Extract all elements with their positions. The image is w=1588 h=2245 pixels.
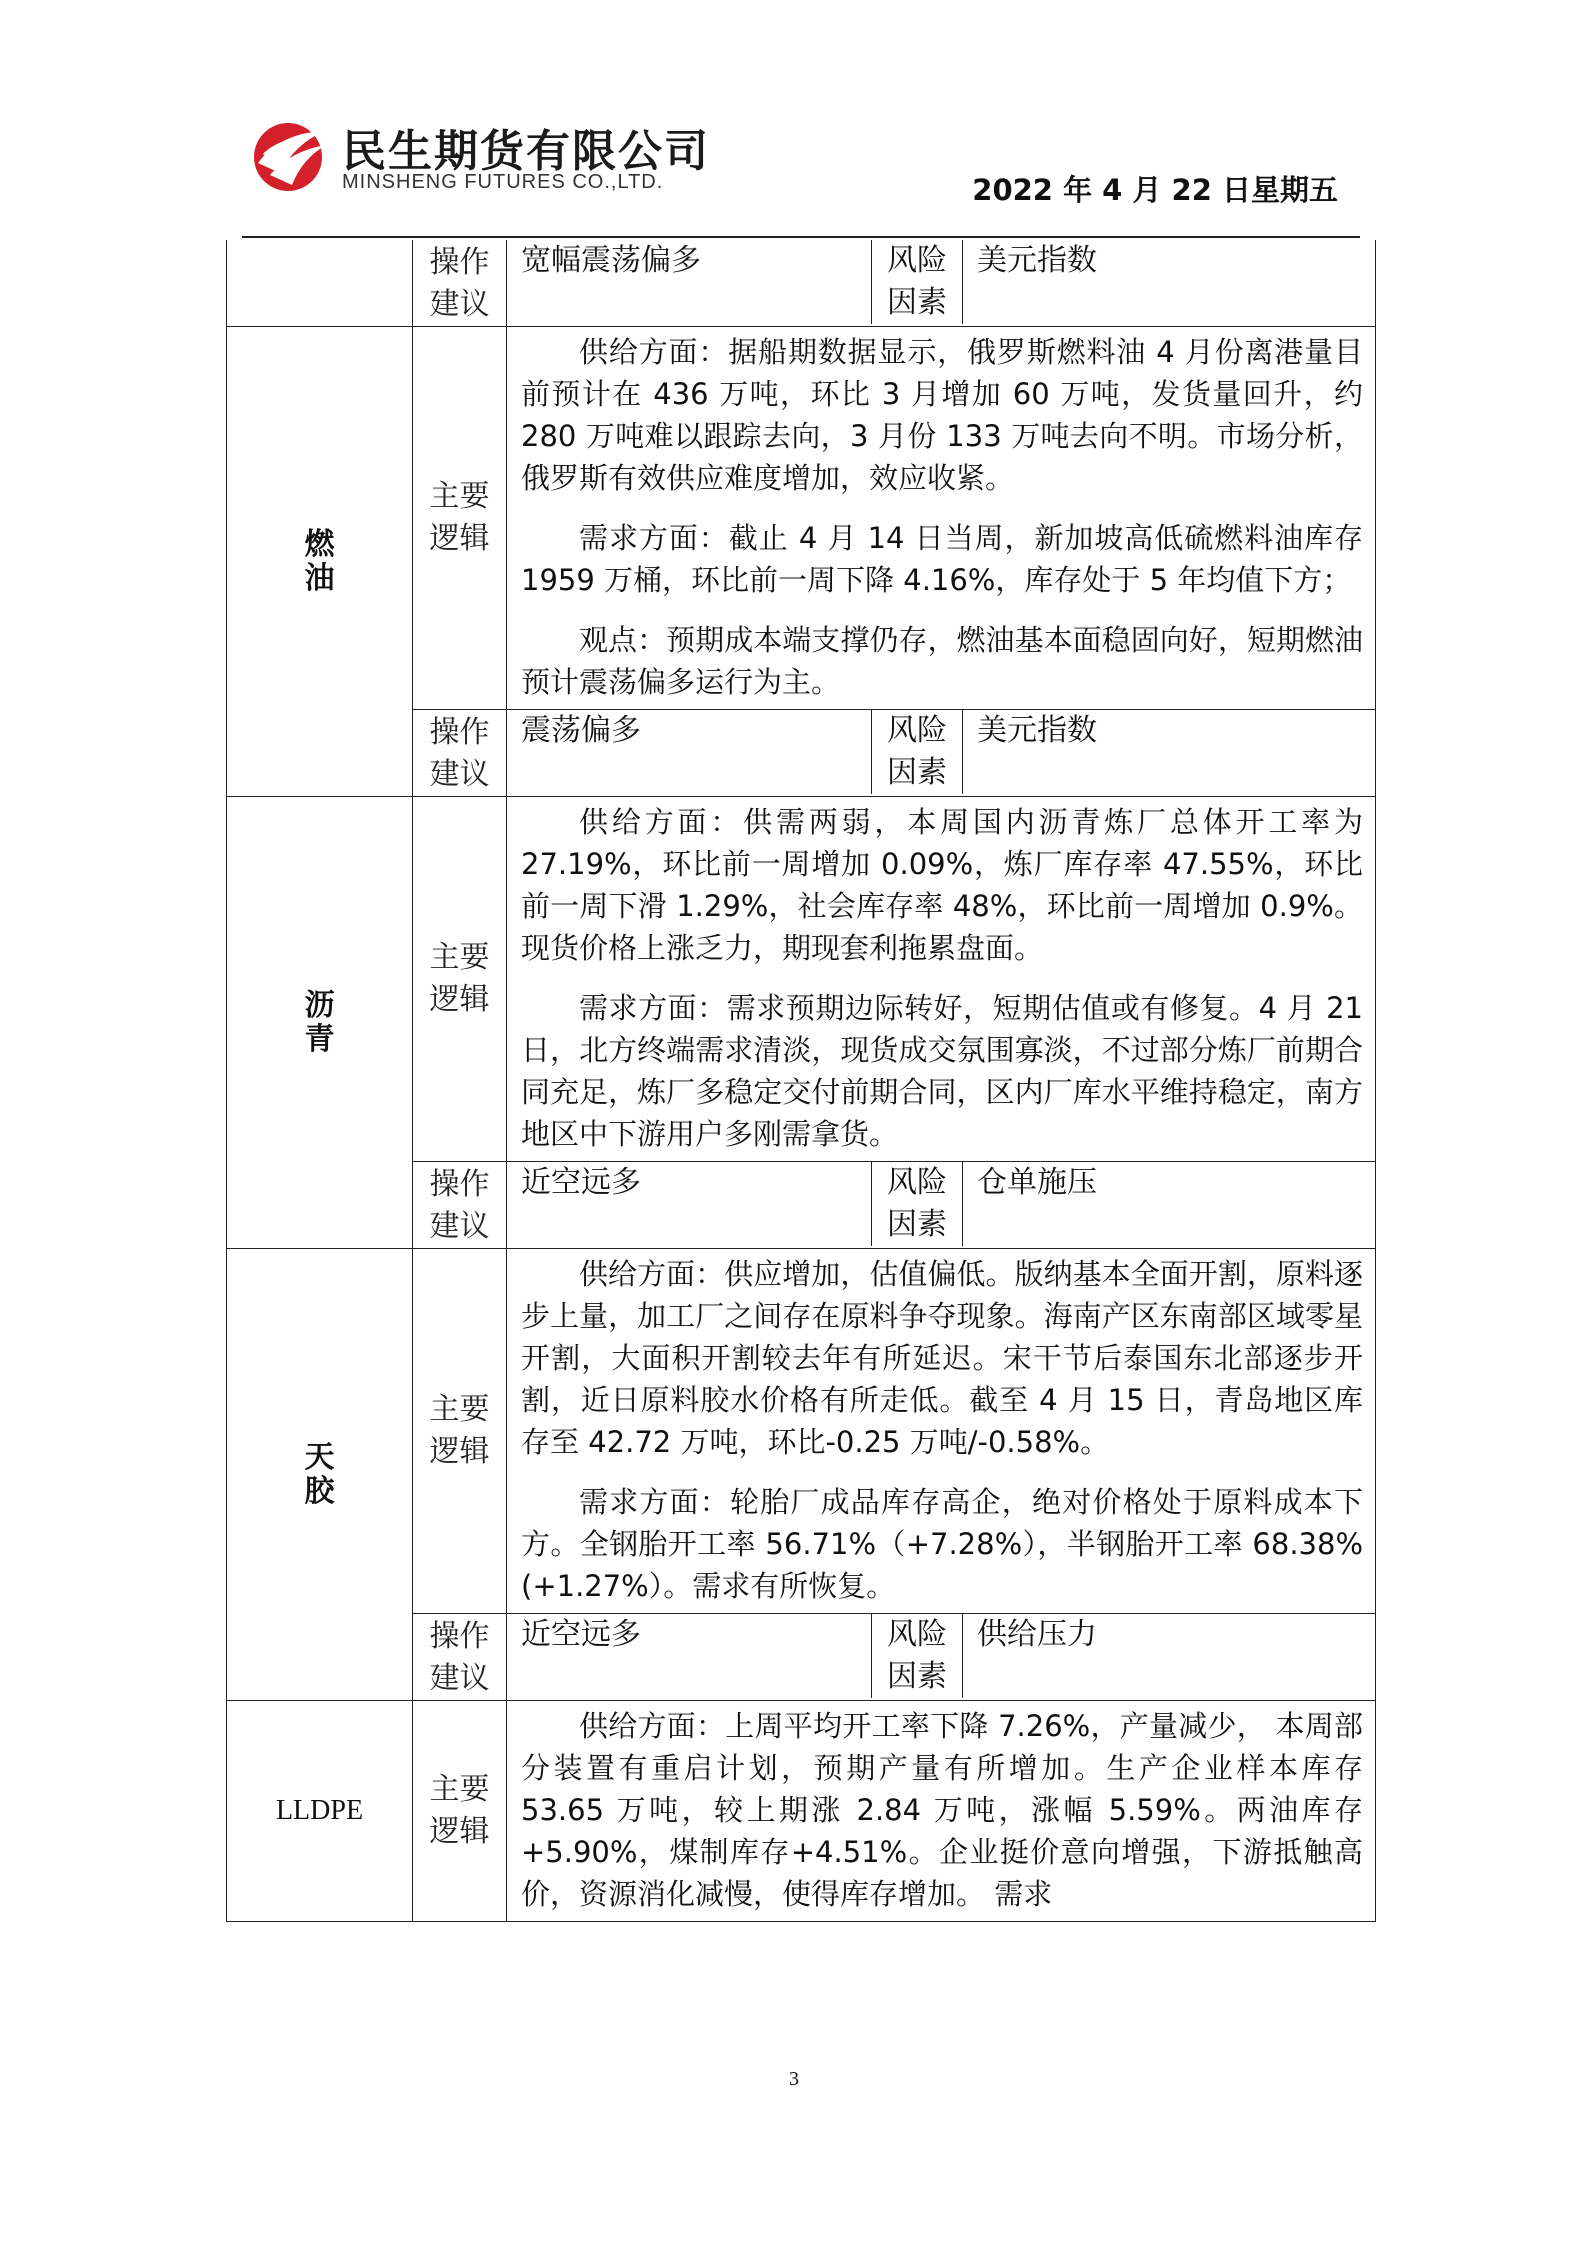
main-logic-text bbox=[507, 1701, 1376, 1922]
logic-paragraph: 需求方面：轮胎厂成品库存高企，绝对价格处于原料成本下方。全钢胎开工率 56.71%（+7.28%），半钢胎开工率 68.38%(+1.27%）。需求有所恢复。 bbox=[521, 1485, 1363, 1603]
logic-paragraph: 供给方面：供应增加，估值偏低。版纳基本全面开割，原料逐步上量，加工厂之间存在原料争夺现象。海南产区东南部区域零星开割，大面积开割较去年有所延迟。宋干节后泰国东北部逐步开割，近日原料胶水价格有所走低。截至 4 月 15 日，青岛地区库存至 42.72 万吨，环比-0.25 万吨/-0.58%。 bbox=[521, 1257, 1363, 1459]
risk-value: 供给压力 bbox=[963, 1614, 1376, 1698]
main-logic-text bbox=[507, 1249, 1376, 1614]
company-name-cn: 民生期货有限公司 bbox=[342, 126, 710, 177]
page-number: 3 bbox=[789, 2068, 799, 2090]
empty-name-cell bbox=[227, 240, 413, 327]
risk-value: 仓单施压 bbox=[963, 1162, 1376, 1246]
main-logic-text bbox=[507, 797, 1376, 1162]
logic-paragraph: 供给方面：上周平均开工率下降 7.26%，产量减少， 本周部分装置有重启计划，预期产量有所增加。生产企业样本库存 53.65 万吨，较上期涨 2.84 万吨，涨幅 5.59%。两油库存+5.90%，煤制库存+4.51%。企业挺价意向增强，下游抵触高价，资源消化减慢，使得库存增加。 需求 bbox=[521, 1709, 1363, 1911]
main-logic-label: 主要 逻辑 bbox=[413, 1249, 507, 1614]
commodity-name-rubber: 天 胶 bbox=[227, 1249, 413, 1701]
company-name-en: MINSHENG FUTURES CO.,LTD. bbox=[342, 171, 664, 193]
operation-advice: 近空远多 bbox=[521, 1165, 641, 1200]
logic-paragraph: 观点：预期成本端支撑仍存，燃油基本面稳固向好，短期燃油预计震荡偏多运行为主。 bbox=[521, 623, 1363, 699]
risk-label: 风险 因素 bbox=[872, 240, 963, 324]
operation-cell bbox=[507, 1162, 1376, 1249]
operation-cell bbox=[507, 240, 1376, 327]
table-row bbox=[227, 797, 1376, 1162]
logic-paragraph: 需求方面：截止 4 月 14 日当周，新加坡高低硫燃料油库存 1959 万桶，环比前一周下降 4.16%，库存处于 5 年均值下方； bbox=[521, 521, 1363, 597]
operation-advice: 宽幅震荡偏多 bbox=[521, 243, 701, 278]
logic-paragraph: 供给方面：据船期数据显示，俄罗斯燃料油 4 月份离港量目前预计在 436 万吨，环比 3 月增加 60 万吨，发货量回升，约 280 万吨难以跟踪去向，3 月份 133 万吨去向不明。市场分析，俄罗斯有效供应难度增加，效应收紧。 bbox=[521, 335, 1363, 495]
commodity-name-lldpe: LLDPE bbox=[227, 1701, 413, 1922]
report-date: 2022 年 4 月 22 日星期五 bbox=[972, 173, 1338, 207]
company-logo bbox=[250, 115, 730, 195]
table-row bbox=[227, 1701, 1376, 1922]
operation-advice: 近空远多 bbox=[521, 1617, 641, 1652]
commodity-table bbox=[226, 240, 1376, 1922]
risk-label: 风险 因素 bbox=[872, 710, 963, 794]
main-logic-label: 主要 逻辑 bbox=[413, 327, 507, 710]
commodity-name-fuel-oil: 燃 油 bbox=[227, 327, 413, 797]
header-divider bbox=[242, 236, 1360, 238]
operation-label: 操作 建议 bbox=[413, 1162, 507, 1249]
risk-label: 风险 因素 bbox=[872, 1162, 963, 1246]
page-header bbox=[0, 0, 1588, 240]
minsheng-logo-icon bbox=[250, 115, 330, 195]
risk-label: 风险 因素 bbox=[872, 1614, 963, 1698]
risk-value: 美元指数 bbox=[963, 240, 1376, 324]
logic-paragraph: 供给方面：供需两弱，本周国内沥青炼厂总体开工率为 27.19%，环比前一周增加 0.09%，炼厂库存率 47.55%，环比前一周下滑 1.29%，社会库存率 48%，环比前一周增加 0.9%。现货价格上涨乏力，期现套利拖累盘面。 bbox=[521, 805, 1363, 965]
main-logic-text bbox=[507, 327, 1376, 710]
main-logic-label: 主要 逻辑 bbox=[413, 797, 507, 1162]
logic-paragraph: 需求方面：需求预期边际转好，短期估值或有修复。4 月 21 日，北方终端需求清淡，现货成交氛围寡淡，不过部分炼厂前期合同充足，炼厂多稳定交付前期合同，区内厂库水平维持稳定，南方地区中下游用户多刚需拿货。 bbox=[521, 991, 1363, 1151]
table-row bbox=[227, 327, 1376, 710]
operation-advice: 震荡偏多 bbox=[521, 713, 641, 748]
operation-cell bbox=[507, 710, 1376, 797]
commodity-name-asphalt: 沥 青 bbox=[227, 797, 413, 1249]
operation-label: 操作 建议 bbox=[413, 240, 507, 327]
risk-value: 美元指数 bbox=[963, 710, 1376, 794]
operation-label: 操作 建议 bbox=[413, 1614, 507, 1701]
operation-label: 操作 建议 bbox=[413, 710, 507, 797]
table-row bbox=[227, 1249, 1376, 1614]
main-logic-label: 主要 逻辑 bbox=[413, 1701, 507, 1922]
table-row bbox=[227, 240, 1376, 327]
operation-cell bbox=[507, 1614, 1376, 1701]
